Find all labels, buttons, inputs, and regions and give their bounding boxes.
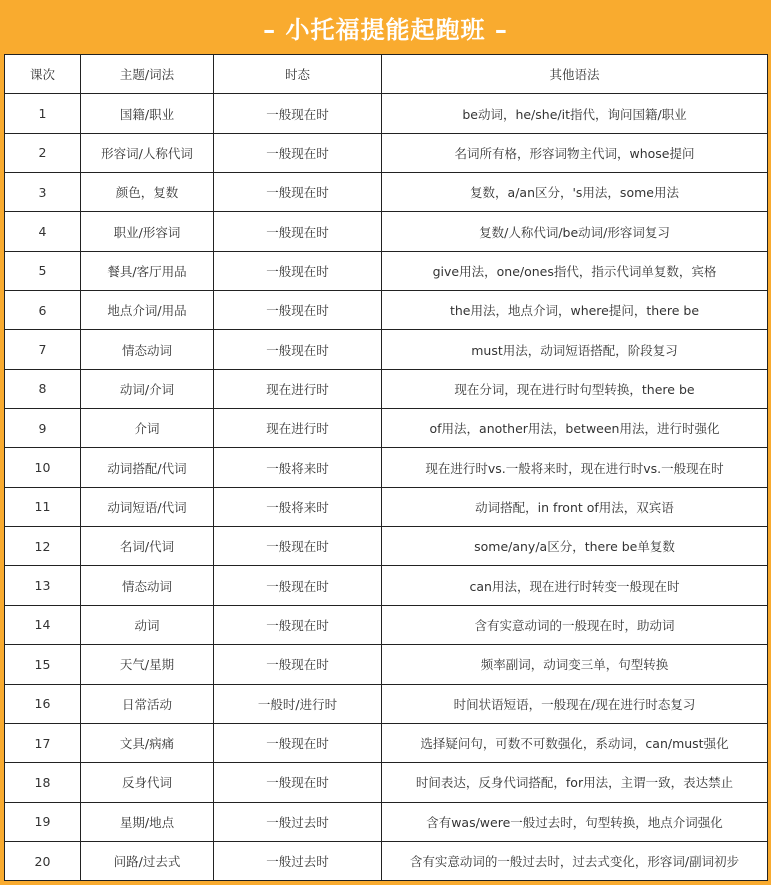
cell-lesson: 9 [5, 409, 81, 448]
title-banner [4, 0, 767, 54]
cell-topic: 问路/过去式 [81, 841, 214, 880]
cell-tense: 一般现在时 [214, 763, 382, 802]
cell-topic: 国籍/职业 [81, 94, 214, 133]
table-row [5, 173, 768, 212]
cell-lesson: 15 [5, 645, 81, 684]
table-row [5, 645, 768, 684]
cell-topic: 餐具/客厅用品 [81, 251, 214, 290]
page-title: – 小托福提能起跑班 – [263, 15, 508, 44]
cell-lesson: 8 [5, 369, 81, 408]
table-row [5, 94, 768, 133]
cell-tense: 一般现在时 [214, 566, 382, 605]
table-row [5, 409, 768, 448]
table-row [5, 527, 768, 566]
header-row [5, 55, 768, 94]
cell-lesson: 14 [5, 605, 81, 644]
cell-lesson: 17 [5, 723, 81, 762]
cell-grammar: 复数/人称代词/be动词/形容词复习 [382, 212, 768, 251]
cell-grammar: 选择疑问句，可数不可数强化，系动词，can/must强化 [382, 723, 768, 762]
cell-grammar: 含有实意动词的一般现在时，助动词 [382, 605, 768, 644]
cell-grammar: of用法，another用法，between用法，进行时强化 [382, 409, 768, 448]
cell-lesson: 10 [5, 448, 81, 487]
cell-lesson: 19 [5, 802, 81, 841]
header-lesson: 课次 [5, 55, 81, 94]
cell-tense: 一般现在时 [214, 330, 382, 369]
cell-tense: 一般现在时 [214, 527, 382, 566]
cell-lesson: 7 [5, 330, 81, 369]
cell-topic: 职业/形容词 [81, 212, 214, 251]
cell-lesson: 16 [5, 684, 81, 723]
cell-topic: 介词 [81, 409, 214, 448]
cell-lesson: 12 [5, 527, 81, 566]
header-tense: 时态 [214, 55, 382, 94]
table-row [5, 133, 768, 172]
cell-tense: 一般过去时 [214, 802, 382, 841]
cell-tense: 一般现在时 [214, 605, 382, 644]
cell-tense: 一般现在时 [214, 212, 382, 251]
cell-grammar: the用法，地点介词，where提问，there be [382, 291, 768, 330]
cell-topic: 动词 [81, 605, 214, 644]
cell-lesson: 6 [5, 291, 81, 330]
cell-lesson: 11 [5, 487, 81, 526]
cell-tense: 现在进行时 [214, 409, 382, 448]
cell-grammar: give用法，one/ones指代，指示代词单复数，宾格 [382, 251, 768, 290]
cell-topic: 名词/代词 [81, 527, 214, 566]
header-grammar: 其他语法 [382, 55, 768, 94]
cell-grammar: 时间表达，反身代词搭配，for用法，主谓一致，表达禁止 [382, 763, 768, 802]
cell-topic: 情态动词 [81, 330, 214, 369]
cell-grammar: some/any/a区分，there be单复数 [382, 527, 768, 566]
cell-tense: 一般将来时 [214, 448, 382, 487]
cell-lesson: 2 [5, 133, 81, 172]
cell-grammar: 现在分词，现在进行时句型转换，there be [382, 369, 768, 408]
header-topic: 主题/词法 [81, 55, 214, 94]
cell-grammar: 频率副词，动词变三单，句型转换 [382, 645, 768, 684]
table-row [5, 684, 768, 723]
table-row [5, 763, 768, 802]
cell-grammar: 时间状语短语，一般现在/现在进行时态复习 [382, 684, 768, 723]
table-row [5, 487, 768, 526]
cell-topic: 情态动词 [81, 566, 214, 605]
table-row [5, 723, 768, 762]
cell-tense: 一般现在时 [214, 133, 382, 172]
cell-lesson: 4 [5, 212, 81, 251]
cell-tense: 一般现在时 [214, 94, 382, 133]
cell-lesson: 1 [5, 94, 81, 133]
cell-grammar: 动词搭配，in front of用法，双宾语 [382, 487, 768, 526]
cell-lesson: 20 [5, 841, 81, 880]
cell-grammar: 现在进行时vs.一般将来时，现在进行时vs.一般现在时 [382, 448, 768, 487]
cell-topic: 反身代词 [81, 763, 214, 802]
cell-lesson: 5 [5, 251, 81, 290]
cell-lesson: 13 [5, 566, 81, 605]
cell-grammar: 名词所有格，形容词物主代词，whose提问 [382, 133, 768, 172]
cell-tense: 一般现在时 [214, 645, 382, 684]
cell-grammar: 含有实意动词的一般过去时，过去式变化，形容词/副词初步 [382, 841, 768, 880]
cell-topic: 动词短语/代词 [81, 487, 214, 526]
table-row [5, 251, 768, 290]
table-row [5, 841, 768, 880]
cell-lesson: 18 [5, 763, 81, 802]
cell-grammar: 含有was/were一般过去时，句型转换，地点介词强化 [382, 802, 768, 841]
cell-tense: 一般现在时 [214, 173, 382, 212]
cell-grammar: must用法，动词短语搭配，阶段复习 [382, 330, 768, 369]
cell-topic: 天气/星期 [81, 645, 214, 684]
table-row [5, 605, 768, 644]
cell-tense: 一般过去时 [214, 841, 382, 880]
cell-tense: 一般现在时 [214, 291, 382, 330]
syllabus-table [4, 54, 768, 881]
cell-topic: 星期/地点 [81, 802, 214, 841]
table-row [5, 291, 768, 330]
table-row [5, 330, 768, 369]
cell-topic: 形容词/人称代词 [81, 133, 214, 172]
cell-topic: 动词/介词 [81, 369, 214, 408]
cell-topic: 颜色，复数 [81, 173, 214, 212]
cell-tense: 一般将来时 [214, 487, 382, 526]
table-row [5, 369, 768, 408]
table-row [5, 566, 768, 605]
cell-grammar: be动词，he/she/it指代，询问国籍/职业 [382, 94, 768, 133]
cell-tense: 现在进行时 [214, 369, 382, 408]
cell-topic: 日常活动 [81, 684, 214, 723]
cell-grammar: can用法，现在进行时转变一般现在时 [382, 566, 768, 605]
cell-topic: 动词搭配/代词 [81, 448, 214, 487]
table-row [5, 448, 768, 487]
cell-tense: 一般现在时 [214, 723, 382, 762]
cell-tense: 一般时/进行时 [214, 684, 382, 723]
table-row [5, 802, 768, 841]
table-container [4, 54, 767, 881]
cell-grammar: 复数，a/an区分，'s用法，some用法 [382, 173, 768, 212]
cell-topic: 地点介词/用品 [81, 291, 214, 330]
cell-topic: 文具/病痛 [81, 723, 214, 762]
cell-tense: 一般现在时 [214, 251, 382, 290]
cell-lesson: 3 [5, 173, 81, 212]
table-row [5, 212, 768, 251]
